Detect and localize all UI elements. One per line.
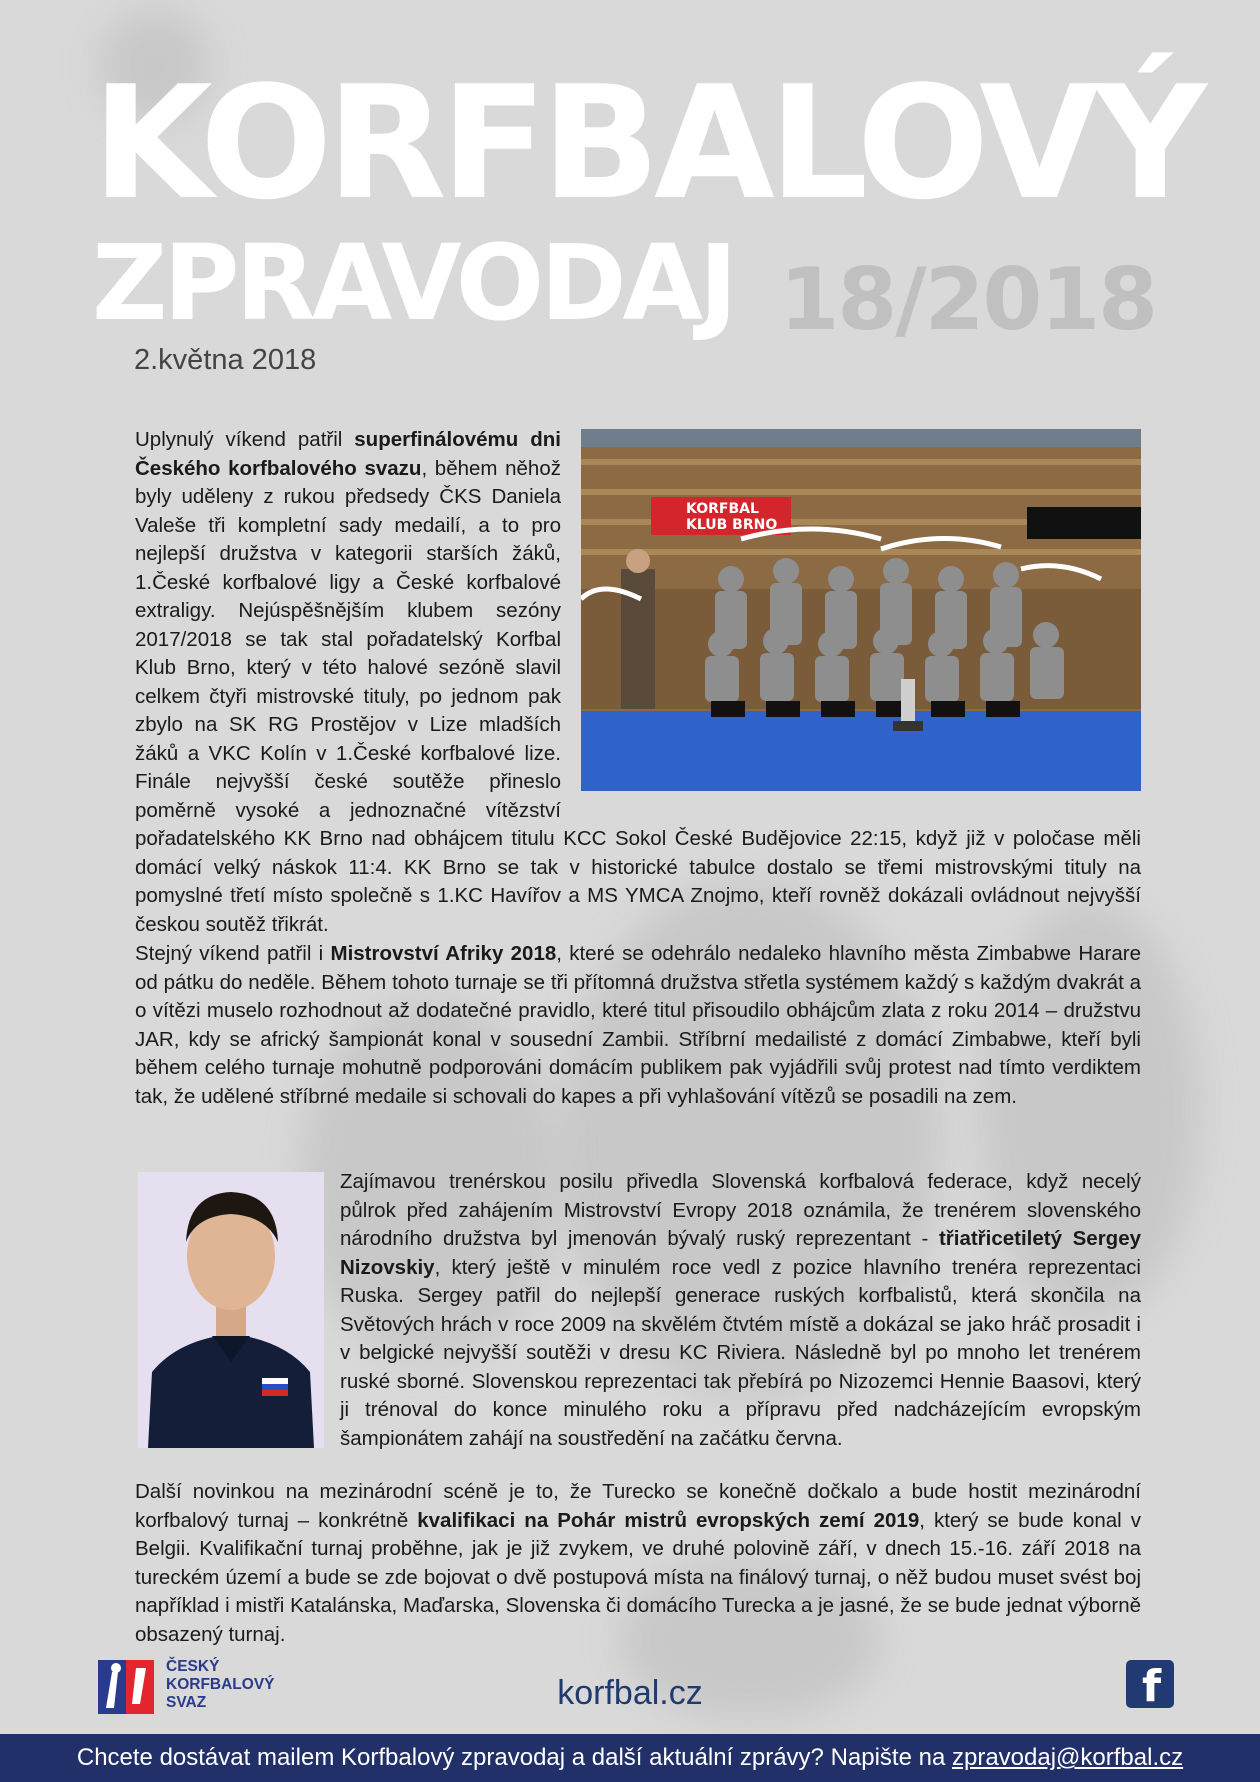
article-turkey-qualification: Další novinkou na mezinárodní scéně je to, že Turecko se konečně dočkalo a bude hostit mezinárodní korfbalový turnaj – konkrétně kvalifikaci na Pohár mistrů evropských zemí 2019, který se bude konal v Belgii. Kvalifikační turnaj proběhne, jak je již zvykem, ve druhé polovině září, v dnech 15.-16. září 2018 na tureckém území a bude se zde bojovat o dvě postupová místa na finálový turnaj, o něž budou muset svést boj například i mistři Katalánska, Maďarska, Slovenska či domácího Turecka a je jasné, že se bude jednat výborně obsazený turnaj. (135, 1480, 1141, 1646)
masthead-subtitle: ZPRAVODAJ (92, 222, 734, 344)
issue-date: 2.května 2018 (134, 344, 317, 376)
coach-portrait-photo (138, 1172, 324, 1448)
article-africa-championship: Stejný víkend patřil i Mistrovství Afriky 2018, které se odehrálo nedaleko hlavního města Zimbabwe Harare od pátku do neděle. Během tohoto turnaje se tři přítomná družstva střetla systémem každý s každým dvakrát a o vítězi muselo rozhodnout až dodatečné pravidlo, které titul přisoudilo obhájcům zlata z roku 2014 – družstvu JAR, kdy se africký šampionát konal v sousední Zambii. Stříbrní medailisté z domácí Zimbabwe, kteří byli během celého turnaje mohutně podporováni domácím publikem pak vyjádřili svůj protest nad tímto verdiktem tak, že udělené stříbrné medaile si schovali do kapes a při vyhlašování vítězů se posadili na zem. (135, 942, 1141, 1108)
logo-line: ČESKÝ (166, 1658, 220, 1675)
newsletter-bar (0, 1734, 1260, 1782)
logo-line: SVAZ (166, 1694, 207, 1711)
logo-line: KORFBALOVÝ (166, 1676, 275, 1693)
masthead-title: KORFBALOVÝ (92, 52, 1201, 234)
website-link[interactable]: korfbal.cz (557, 1674, 703, 1712)
article-slovak-coach: Zajímavou trenérskou posilu přivedla Slovenská korfbalová federace, když necelý půlrok před zahájením Mistrovství Evropy 2018 oznámila, že trenérem slovenského národního družstva byl jmenován bývalý ruský reprezentant - třiatřicetiletý Sergey Nizovskiy, který ještě v minulém roce vedl z pozice hlavního trenéra reprezentaci Ruska. Sergey patřil do nejlepší generace ruských korfbalistů, která skončila na Světových hrách v roce 2009 na skvělém čtvtém místě a dokázal se jako hráč prosadit i v belgické nejvyšší soutěži v dresu KC Riviera. Následně byl po mnoho let trenérem ruské sborné. Slovenskou reprezentaci tak přebírá po Nizozemci Hennie Baasovi, který ji trénoval do konce minulého roku a přípravu před nadcházejícím evropským šampionátem zahájí na soustředění na začátku června. (135, 1168, 1141, 1454)
article-superfinale: KORFBAL KLUB BRNO Uplynulý víkend patřil superfinálovému dni Českého korfbalového svazu, během něhož byly uděleny z rukou předsedy ČKS Daniela Valeše tři kompletní sady medailí, a to pro nejlepší družstva v kategorii starších žáků, 1.České korfbalové ligy a České korfbalové extraligy. Nejúspěšnějším klubem sezóny 2017/2018 se tak stal pořadatelský Korfbal Klub Brno, který v této halové sezóně slavil celkem čtyři mistrovské tituly, po jednom pak zbylo na SK RG Prostějov v Lize mladších žáků a VKC Kolín v 1.České korfbalové lize. Finále nejvyšší české soutěže přineslo poměrně vysoké a jednoznačné vítězství pořadatelského KK Brno nad obhájcem titulu KCC Sokol České Budějovice 22:15, když již v poločase měli domácí velký náskok 11:4. KK Brno se tak v historické tabulce dostalo se třemi mistrovskými tituly na pomyslné třetí místo společně s 1.KC Havířov a MS YMCA Znojmo, kteří rovněž dokázali ovládnout nejvyšší českou soutěž třikrát. (135, 428, 1141, 936)
email-link[interactable]: zpravodaj@korfbal.cz (951, 1744, 1184, 1771)
banner-text-1: KORFBAL (686, 501, 759, 517)
banner-text-2: KLUB BRNO (686, 517, 778, 533)
issue-number: 18/2018 (779, 250, 1156, 350)
newsletter-text: Chcete dostávat mailem Korfbalový zpravodaj a další aktuální zprávy? Napište na (76, 1744, 952, 1771)
facebook-icon[interactable]: f (1126, 1660, 1174, 1708)
team-celebration-photo (581, 429, 1141, 791)
